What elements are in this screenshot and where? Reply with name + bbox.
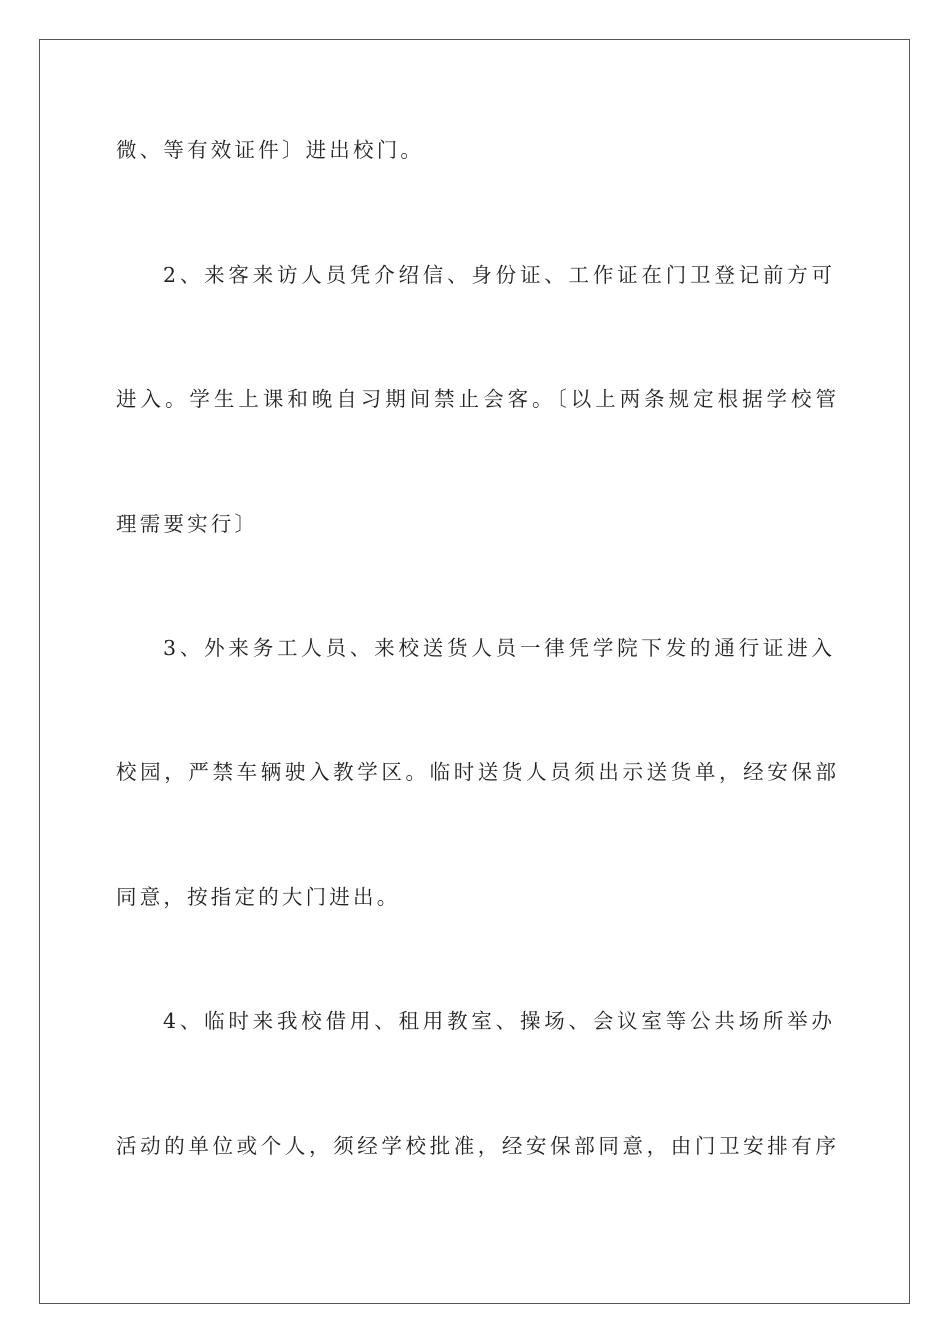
text-line-7: 同意，按指定的大门进出。 (116, 885, 401, 909)
text-line-5: 3、外来务工人员、来校送货人员一律凭学院下发的通行证进入 (163, 636, 832, 660)
text-line-8: 4、临时来我校借用、租用教室、操场、会议室等公共场所举办 (163, 1009, 832, 1033)
text-line-3: 进入。学生上课和晚自习期间禁止会客。〔以上两条规定根据学校管 (116, 387, 836, 411)
text-line-1: 微、等有效证件〕进出校门。 (116, 138, 425, 162)
text-line-9: 活动的单位或个人，须经学校批准，经安保部同意，由门卫安排有序 (116, 1134, 836, 1158)
text-line-4: 理需要实行〕 (116, 512, 259, 536)
text-line-6: 校园，严禁车辆驶入教学区。临时送货人员须出示送货单，经安保部 (116, 760, 836, 784)
page-border (39, 39, 910, 1304)
text-line-2: 2、来客来访人员凭介绍信、身份证、工作证在门卫登记前方可 (163, 263, 832, 287)
